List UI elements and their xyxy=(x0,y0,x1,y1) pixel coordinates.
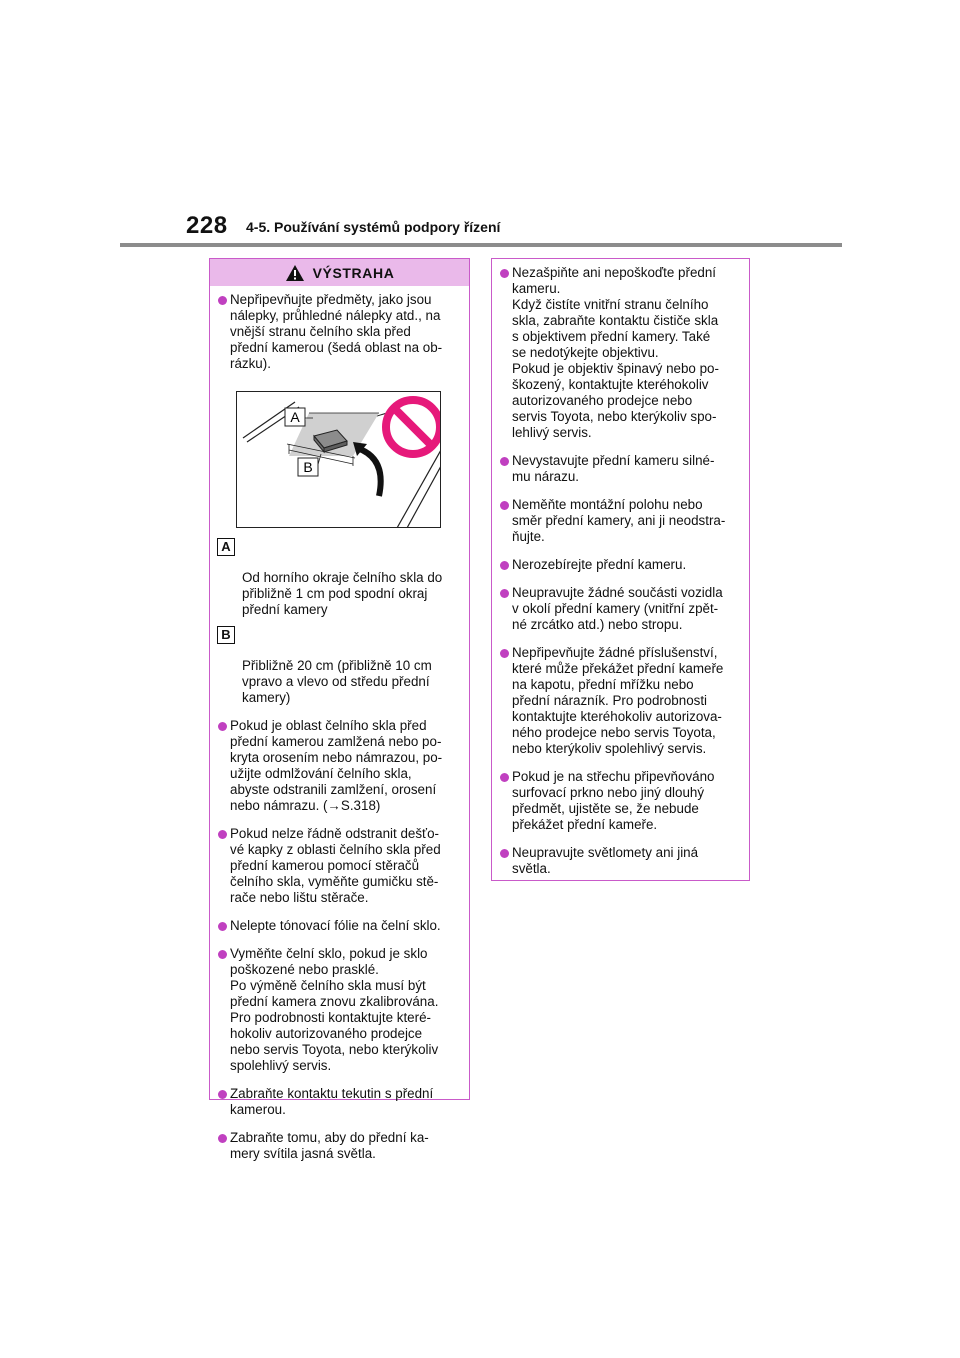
section-title: 4-5. Používání systémů podpory řízení xyxy=(246,219,501,235)
list-item: Nelepte tónovací fólie na čelní sklo. xyxy=(218,918,463,934)
bullet-dot xyxy=(218,950,227,959)
list-item: Nevystavujte přední kameru silné- mu nárazu. xyxy=(500,453,743,485)
label-letter: B xyxy=(217,626,235,644)
warning-triangle-icon xyxy=(285,264,305,282)
figure-callout-a: A xyxy=(290,409,300,425)
figure-callout-b: B xyxy=(303,459,313,475)
warning-content-right xyxy=(492,259,749,877)
bullet-dot xyxy=(500,589,509,598)
list-item: Vyměňte čelní sklo, pokud je sklo poškozené nebo prasklé. Po výměně čelního skla musí být přední kamera znovu zkalibrována. Pro podrobnosti kontaktujte které- hokoliv autorizovaného prodejce nebo servis Toyota, nebo kterýkoliv spolehlivý servis. xyxy=(218,946,463,1074)
list-item xyxy=(218,292,463,372)
list-item: Nerozebírejte přední kameru. xyxy=(500,557,743,573)
bullet-dot xyxy=(500,649,509,658)
no-symbol-icon xyxy=(386,400,440,454)
list-item: Zabraňte kontaktu tekutin s přední kamerou. xyxy=(218,1086,463,1118)
warning-title: VÝSTRAHA xyxy=(312,264,395,281)
list-item: Neměňte montážní polohu nebo směr přední kamery, ani ji neodstra- ňujte. xyxy=(500,497,743,545)
bullet-dot xyxy=(218,830,227,839)
label-letter: A xyxy=(217,538,235,556)
warning-header xyxy=(210,259,469,286)
list-item: Pokud je na střechu připevňováno surfovací prkno nebo jiný dlouhý předmět, ujistěte se, že nebude překážet přední kameře. xyxy=(500,769,743,833)
label-item-a xyxy=(218,538,463,618)
list-item: Nezašpiňte ani nepoškoďte přední kameru. Když čistíte vnitřní stranu čelního skla, zabraňte kontaktu čističe skla s objektivem přední kamery. Také se nedotýkejte objektivu. Pokud je objektiv špinavý nebo po- škozený, kontaktujte kteréhokoliv autorizovaného prodejce nebo servis Toyota, nebo kterýkoliv spo- lehlivý servis. xyxy=(500,265,743,441)
bullet-dot xyxy=(218,1134,227,1143)
bullet-dot xyxy=(218,922,227,931)
bullet-dot xyxy=(500,269,509,278)
windshield-camera-figure xyxy=(236,391,441,528)
warning-box-left xyxy=(209,258,470,1161)
list-item: Nepřipevňujte žádné příslušenství, které může překážet přední kameře na kapotu, přední mřížku nebo přední nárazník. Pro podrobnosti kontaktujte kteréhokoliv autorizova- ného prodejce nebo servis Toyota, nebo kterýkoliv spolehlivý servis. xyxy=(500,645,743,757)
bullet-dot xyxy=(218,1090,227,1099)
bullet-dot xyxy=(218,722,227,731)
page-number: 228 xyxy=(186,212,228,239)
bullet-dot xyxy=(500,457,509,466)
warning-box-right xyxy=(491,258,750,881)
bullet-dot xyxy=(218,296,227,305)
header-rule xyxy=(120,243,842,247)
bullet-dot xyxy=(500,561,509,570)
list-item: Neupravujte žádné součásti vozidla v okolí přední kamery (vnitřní zpět- né zrcátko atd.) nebo stropu. xyxy=(500,585,743,633)
label-text: Přibližně 20 cm (přibližně 10 cm vpravo a vlevo od středu přední kamery) xyxy=(242,658,432,705)
warning-content-left xyxy=(210,292,469,1162)
bullet-dot xyxy=(500,501,509,510)
bullet-dot xyxy=(500,773,509,782)
list-item: Pokud nelze řádně odstranit dešťo- vé kapky z oblasti čelního skla před přední kamerou pomocí stěračů čelního skla, vyměňte gumičku stě- rače nebo lištu stěrače. xyxy=(218,826,463,906)
label-item-b xyxy=(218,626,463,706)
bullet-dot xyxy=(500,849,509,858)
label-text: Od horního okraje čelního skla do přibližně 1 cm pod spodní okraj přední kamery xyxy=(242,570,443,617)
list-item: Neupravujte světlomety ani jiná světla. xyxy=(500,845,743,877)
list-item: Pokud je oblast čelního skla před přední kamerou zamlžená nebo po- kryta orosením nebo námrazou, po- užijte odmlžování čelního skla, abyste odstranili zamlžení, orosení nebo námrazu. (→S.318) xyxy=(218,718,463,814)
intro-text: Nepřipevňujte předměty, jako jsou nálepky, průhledné nálepky atd., na vnější stranu čelního skla před přední kamerou (šedá oblast na ob- rázku). xyxy=(230,292,443,371)
list-item: Zabraňte tomu, aby do přední ka- mery svítila jasná světla. xyxy=(218,1130,463,1162)
